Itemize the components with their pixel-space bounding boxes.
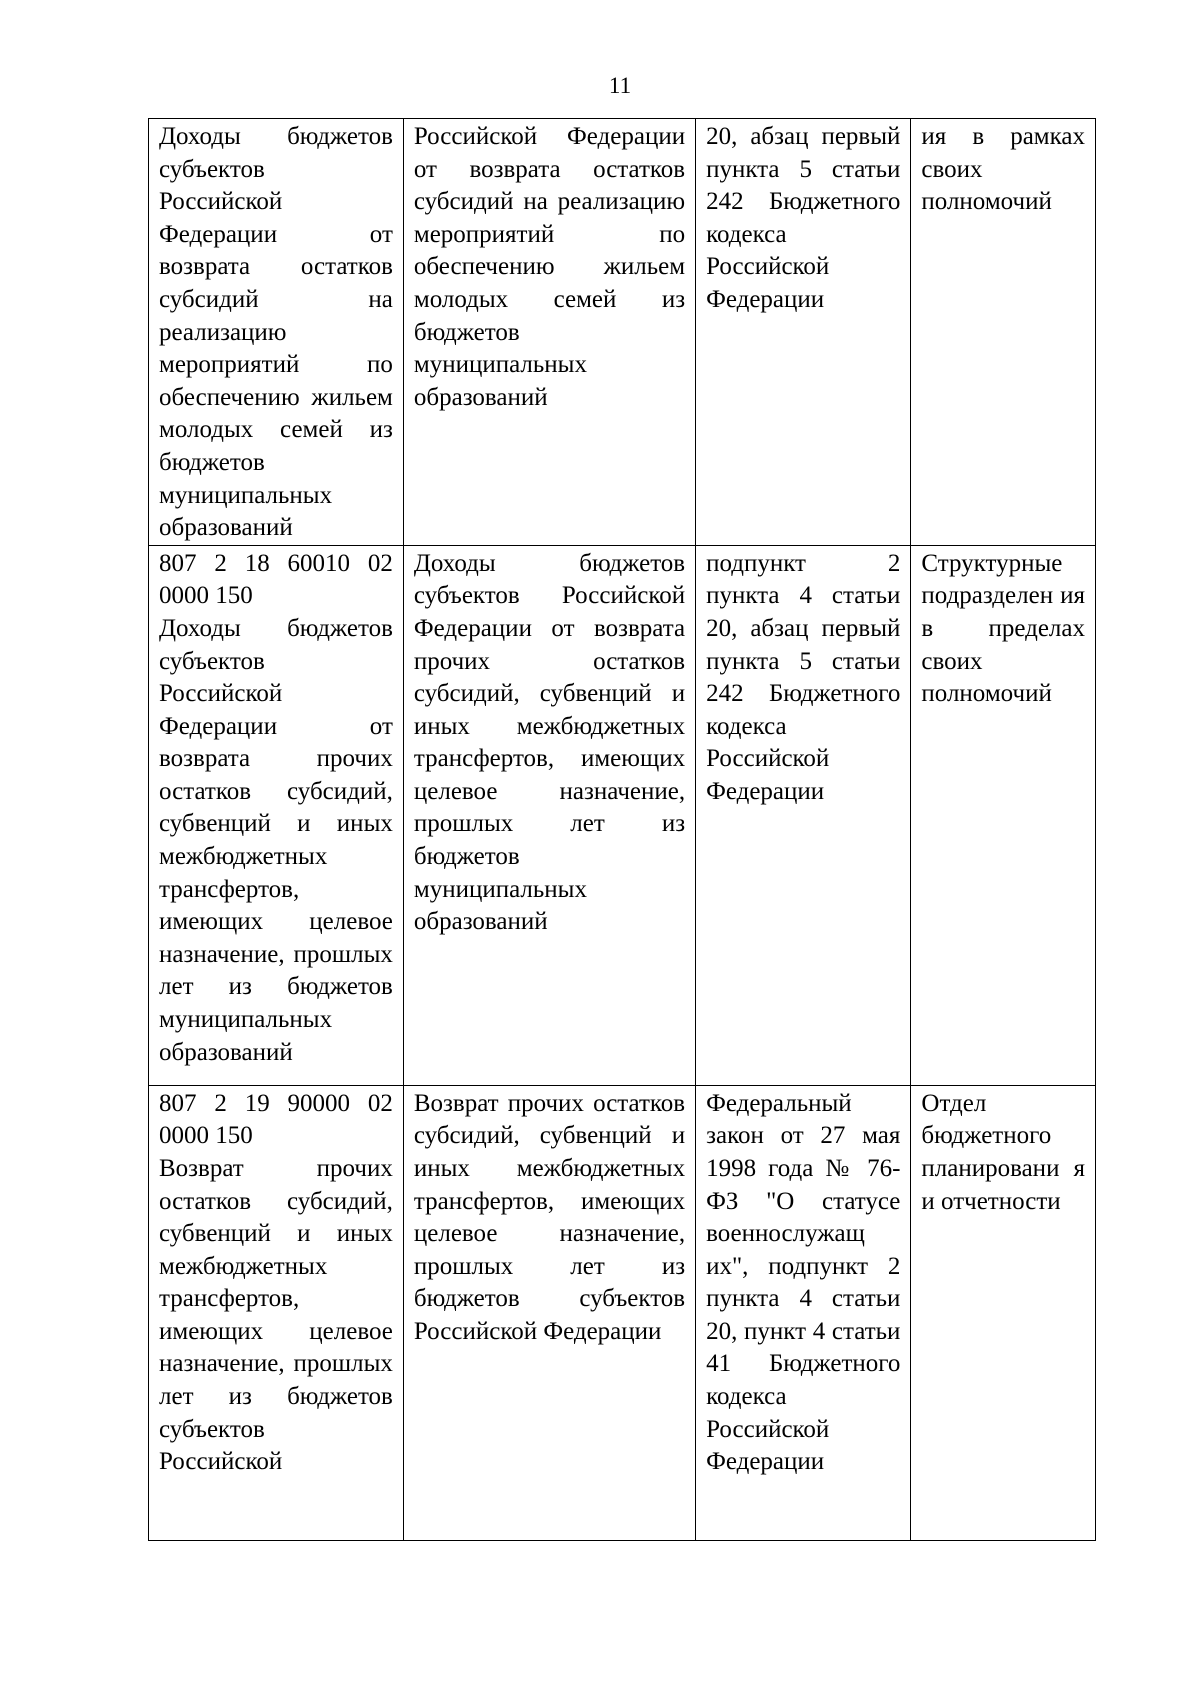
cell-text: Возврат прочих остатков субсидий, субвенций и иных межбюджетных трансфертов, имеющих целевое назначение, прошлых лет из бюджетов субъектов Российской Федерации bbox=[413, 1089, 686, 1345]
cell-text: Федеральный закон от 27 мая 1998 года № 76-ФЗ "О статусе военнослужащ их", подпункт 2 пункта 4 статьи 20, пункт 4 статьи 41 Бюджетного кодекса Российской Федерации bbox=[706, 1089, 901, 1476]
cell-revenue-description bbox=[403, 545, 695, 1085]
cell-text: Доходы бюджетов субъектов Российской Федерации от возврата прочих остатков субсидий, субвенций и иных межбюджетных трансфертов, имеющих целевое назначение, прошлых лет из бюджетов муниципальных образований bbox=[159, 614, 393, 1066]
cell-legal-basis bbox=[696, 1085, 911, 1540]
page-number: 11 bbox=[608, 73, 632, 98]
cell-text: Возврат прочих остатков субсидий, субвенций и иных межбюджетных трансфертов, имеющих целевое назначение, прошлых лет из бюджетов субъектов Российской bbox=[159, 1154, 393, 1476]
cell-text: Российской Федерации от возврата остатков субсидий на реализацию мероприятий по обеспечению жильем молодых семей из бюджетов муниципальных образований bbox=[413, 123, 686, 411]
cell-text: 20, абзац первый пункта 5 статьи 242 Бюджетного кодекса Российской Федерации bbox=[706, 123, 901, 313]
cell-revenue-name bbox=[149, 545, 404, 1085]
cell-legal-basis bbox=[696, 119, 911, 546]
cell-text: Доходы бюджетов субъектов Российской Федерации от возврата прочих остатков субсидий, субвенций и иных межбюджетных трансфертов, имеющих целевое назначение, прошлых лет из бюджетов муниципальных образований bbox=[413, 549, 686, 936]
budget-code: 807 2 19 90000 02 0000 150 bbox=[159, 1089, 393, 1150]
cell-responsible-unit bbox=[911, 545, 1096, 1085]
budget-code: 807 2 18 60010 02 0000 150 bbox=[159, 549, 393, 610]
cell-responsible-unit bbox=[911, 119, 1096, 546]
revenue-sources-table bbox=[148, 118, 1096, 1541]
cell-legal-basis bbox=[696, 545, 911, 1085]
cell-revenue-description bbox=[403, 1085, 695, 1540]
cell-text: Отдел бюджетного планировани я и отчетности bbox=[921, 1089, 1085, 1215]
cell-text: Структурные подразделен ия в пределах своих полномочий bbox=[921, 549, 1085, 708]
cell-text: ия в рамках своих полномочий bbox=[921, 123, 1085, 216]
cell-responsible-unit bbox=[911, 1085, 1096, 1540]
cell-revenue-name bbox=[149, 1085, 404, 1540]
cell-revenue-description bbox=[403, 119, 695, 546]
cell-text: подпункт 2 пункта 4 статьи 20, абзац первый пункта 5 статьи 242 Бюджетного кодекса Российской Федерации bbox=[706, 549, 901, 805]
table-row bbox=[149, 545, 1096, 1085]
table-row bbox=[149, 1085, 1096, 1540]
cell-text: Доходы бюджетов субъектов Российской Федерации от возврата остатков субсидий на реализацию мероприятий по обеспечению жильем молодых семей из бюджетов муниципальных образований bbox=[159, 123, 393, 542]
table-row bbox=[149, 119, 1096, 546]
cell-revenue-name bbox=[149, 119, 404, 546]
